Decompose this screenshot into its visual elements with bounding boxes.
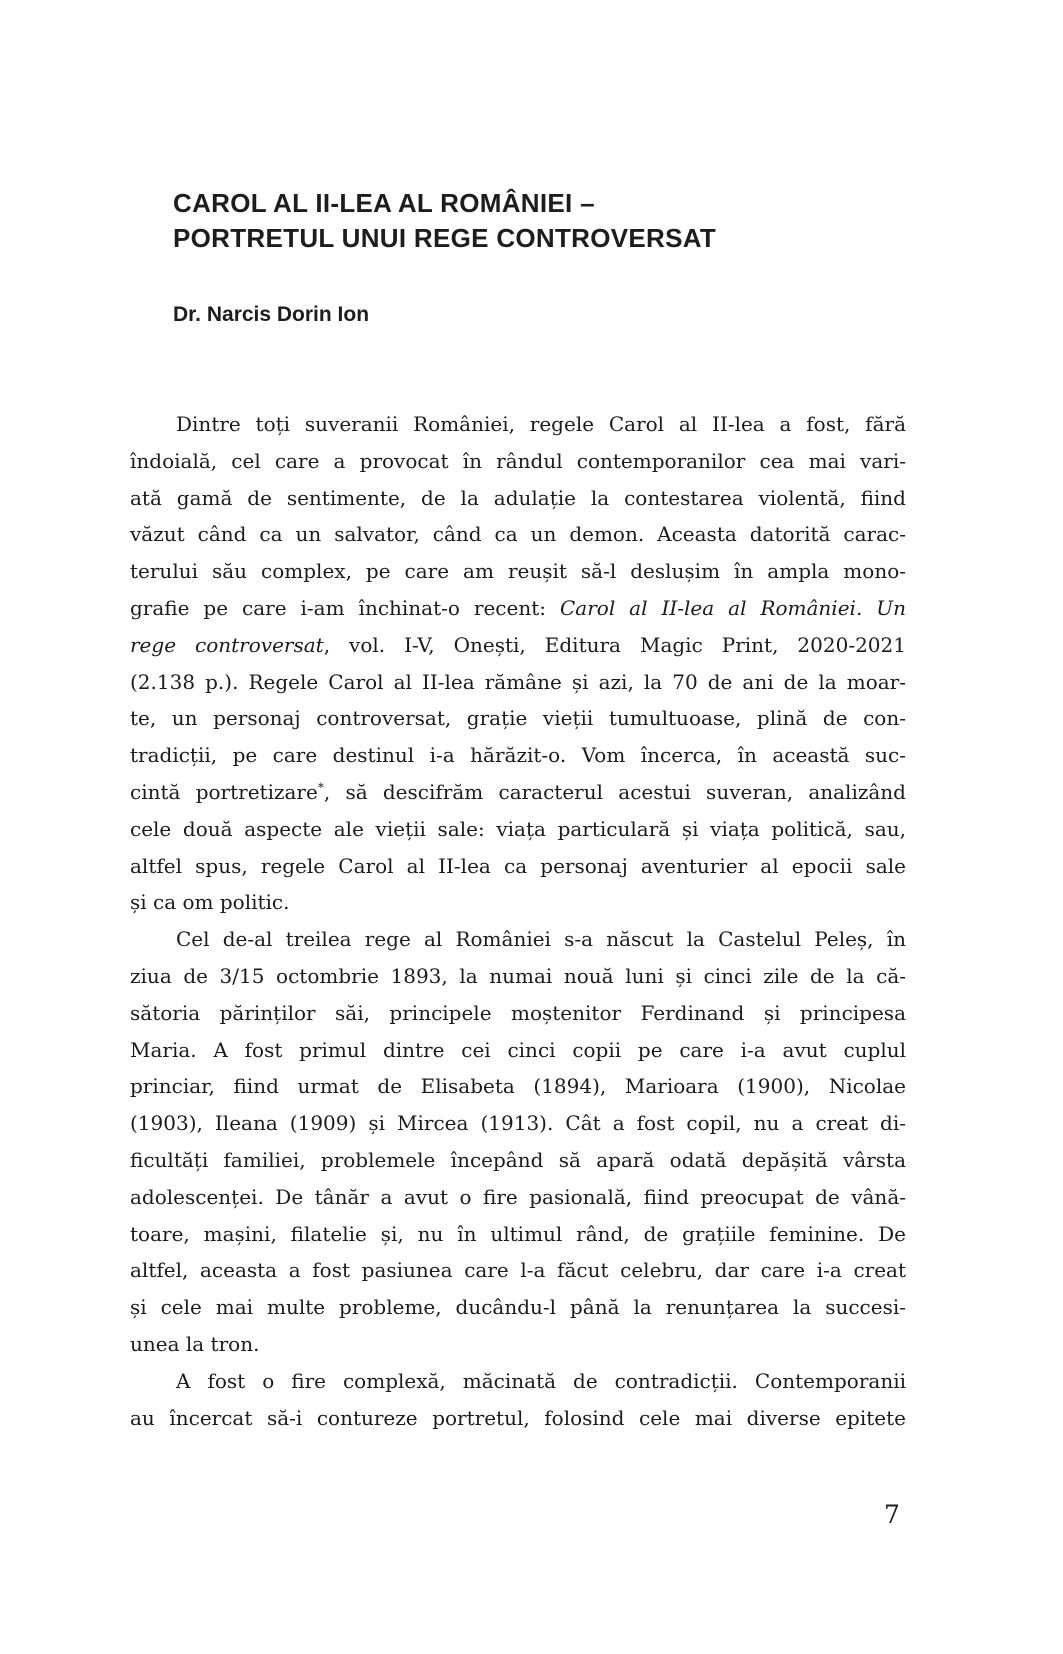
text-line [130,516,906,553]
chapter-title-line-2: PORTRETUL UNUI REGE CONTROVERSAT [173,223,717,253]
text-line [130,406,906,443]
text-line [130,995,906,1032]
italic-text: Carol al II-lea al României. Un [559,595,907,620]
text-line [130,1142,906,1179]
text-segment: au încercat să-i contureze portretul, folosind cele mai diverse epitete [130,1405,906,1430]
italic-text: rege controversat [130,632,324,657]
text-line [130,737,906,774]
text-line [130,1216,906,1253]
text-line [130,553,906,590]
text-line [130,700,906,737]
text-line [130,848,906,885]
text-segment: Maria. A fost primul dintre cei cinci copii pe care i-a avut cuplul [130,1037,906,1062]
text-segment: și ca om politic. [130,890,290,915]
text-line [130,811,906,848]
text-line [130,443,906,480]
text-segment: ată gamă de sentimente, de la adulație la contestarea violentă, fiind [130,485,906,510]
chapter-title-line-1: CAROL AL II-LEA AL ROMÂNIEI – [173,188,595,218]
text-segment: ficultăți familiei, problemele începând să apară odată depășită vârsta [130,1147,906,1172]
text-segment: altfel, aceasta a fost pasiunea care l-a făcut celebru, dar care i-a creat [130,1258,906,1283]
text-line [130,884,906,921]
text-segment: princiar, fiind urmat de Elisabeta (1894), Marioara (1900), Nicolae [130,1074,906,1099]
text-line [130,1032,906,1069]
text-line [130,1179,906,1216]
text-segment: Cel de-al treilea rege al României s-a născut la Castelul Peleș, în [176,927,906,952]
text-line [130,1289,906,1326]
text-segment: , vol. I-V, Onești, Editura Magic Print, 2020-2021 [323,632,906,657]
text-line [130,664,906,701]
paragraph [130,406,906,921]
text-segment: cintă portretizare [130,779,318,804]
text-segment: și cele mai multe probleme, ducându-l până la renunțarea la succesi- [130,1295,906,1320]
text-line [130,774,906,811]
text-line [130,627,906,664]
text-segment: sătoria părinților săi, principele moștenitor Ferdinand și principesa [130,1000,906,1025]
paragraph [130,1363,906,1437]
text-segment: îndoială, cel care a provocat în rândul contemporanilor cea mai vari- [130,448,906,473]
text-line [130,1068,906,1105]
text-segment: văzut când ca un salvator, când ca un demon. Aceasta datorită carac- [130,522,906,547]
text-line [130,1363,906,1400]
text-segment: tradicții, pe care destinul i-a hărăzit-o. Vom încerca, în această suc- [130,743,906,768]
text-segment: (1903), Ileana (1909) și Mircea (1913). Cât a fost copil, nu a creat di- [130,1111,906,1136]
text-line [130,1105,906,1142]
author-name: Dr. Narcis Dorin Ion [173,303,370,326]
footnote-marker: * [317,780,324,795]
text-line [130,590,906,627]
text-segment: (2.138 p.). Regele Carol al II-lea rămâne și azi, la 70 de ani de la moar- [130,669,906,694]
text-segment: grafie pe care i-am închinat-o recent: [130,595,560,620]
text-segment: toare, mașini, filatelie și, nu în ultimul rând, de grațiile feminine. De [130,1221,906,1246]
text-segment: te, un personaj controversat, grație vieții tumultuoase, plină de con- [130,706,906,731]
text-segment: ziua de 3/15 octombrie 1893, la numai nouă luni și cinci zile de la că- [130,963,906,988]
text-segment: terului său complex, pe care am reușit să-l deslușim în ampla mono- [130,559,906,584]
text-segment: cele două aspecte ale vieții sale: viața particulară și viața politică, sau, [130,816,906,841]
text-line [130,1400,906,1437]
text-segment: A fost o fire complexă, măcinată de contradicții. Contemporanii [176,1368,906,1393]
text-segment: altfel spus, regele Carol al II-lea ca personaj aventurier al epocii sale [130,853,906,878]
text-line [130,480,906,517]
text-segment: , să descifrăm caracterul acestui suveran, analizând [323,779,906,804]
text-line [130,958,906,995]
text-line [130,1252,906,1289]
body-text [130,406,906,1436]
text-line [130,1326,906,1363]
page-number: 7 [884,1500,900,1529]
text-segment: unea la tron. [130,1331,260,1356]
text-line [130,921,906,958]
paragraph [130,921,906,1363]
chapter-title [173,186,913,256]
text-segment: adolescenței. De tânăr a avut o fire pasională, fiind preocupat de vână- [130,1184,906,1209]
text-segment: Dintre toți suveranii României, regele Carol al II-lea a fost, fără [176,412,906,436]
